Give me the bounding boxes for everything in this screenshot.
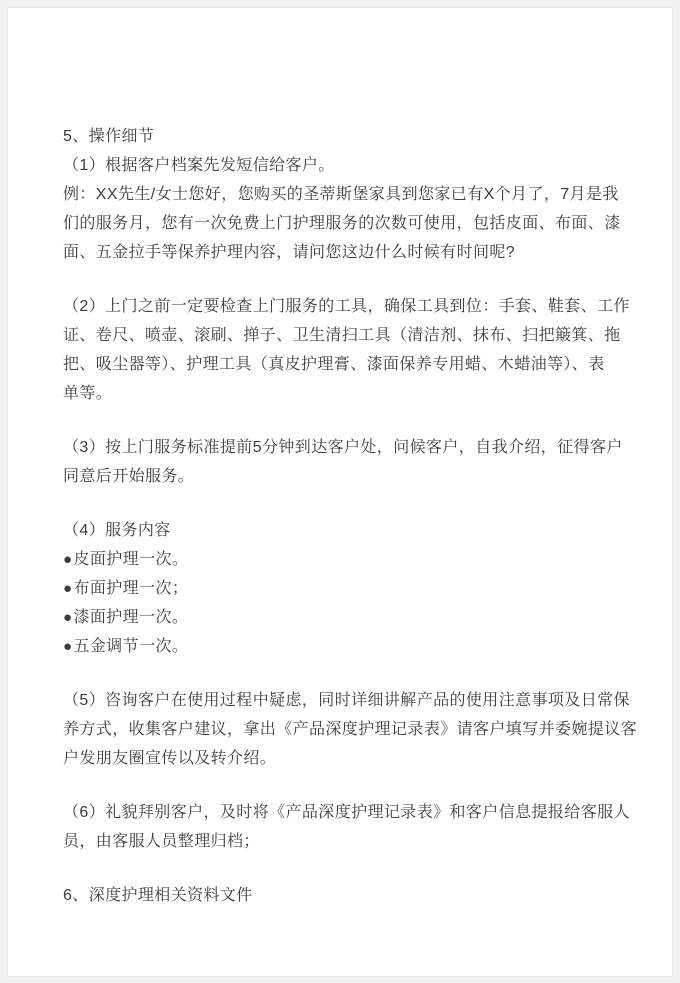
item-3-paragraph [63,433,623,491]
bullet-icon: ● [63,551,73,568]
bullet-list-item [63,545,618,574]
item-5-line: 养方式，收集客户建议，拿出《产品深度护理记录表》请客户填写并委婉提议客 [63,721,638,738]
section-5-heading: 5、操作细节 [63,128,155,145]
item-6-line: 员，由客服人员整理归档； [63,833,260,850]
item-2-line: 证、卷尺、喷壶、滚刷、掸子、卫生清扫工具（清洁剂、抹布、扫把簸箕、拖 [63,327,621,344]
item-3-line: （3）按上门服务标准提前5分钟到达客户处，问候客户，自我介绍，征得客户 [63,439,623,456]
item-3-line: 同意后开始服务。 [63,468,195,485]
section-5 [63,122,621,267]
item-5-paragraph [63,686,638,773]
bullet-item-label: 布面护理一次； [73,580,189,597]
example-line: 例：XX先生/女士您好，您购买的圣蒂斯堡家具到您家已有X个月了，7月是我 [63,186,619,203]
bullet-list-item [63,574,618,603]
bullet-item-label: 漆面护理一次。 [73,609,189,626]
bullet-list-item [63,603,618,632]
example-line: 们的服务月，您有一次免费上门护理服务的次数可使用，包括皮面、布面、漆 [63,215,621,232]
item-6-line: （6）礼貌拜别客户，及时将《产品深度护理记录表》和客户信息提报给客服人 [63,804,630,821]
bullet-icon: ● [63,609,73,626]
bullet-list-item [63,632,618,661]
item-2-line: （2）上门之前一定要检查上门服务的工具，确保工具到位：手套、鞋套、工作 [63,298,630,315]
item-5-line: 户发朋友圈宣传以及转介绍。 [63,750,277,767]
section-6-heading: 6、深度护理相关资料文件 [63,887,253,904]
section-6 [63,881,618,910]
bullet-item-label: 皮面护理一次。 [73,551,189,568]
item-6-paragraph [63,798,630,856]
item-2-line: 单等。 [63,385,113,402]
bullet-item-label: 五金调节一次。 [73,638,189,655]
item-4-paragraph [63,516,618,661]
item-2-line: 把、吸尘器等）、护理工具（真皮护理膏、漆面保养专用蜡、木蜡油等）、表 [63,356,605,373]
item-5-line: （5）咨询客户在使用过程中疑虑，同时详细讲解产品的使用注意事项及日常保 [63,692,630,709]
item-4-heading: （4）服务内容 [63,522,171,539]
document-page [7,7,673,977]
bullet-icon: ● [63,580,73,597]
example-line: 面、五金拉手等保养护理内容，请问您这边什么时候有时间呢? [63,244,516,261]
item-2-paragraph [63,292,630,408]
item-1-line: （1）根据客户档案先发短信给客户。 [63,157,335,174]
bullet-icon: ● [63,638,73,655]
